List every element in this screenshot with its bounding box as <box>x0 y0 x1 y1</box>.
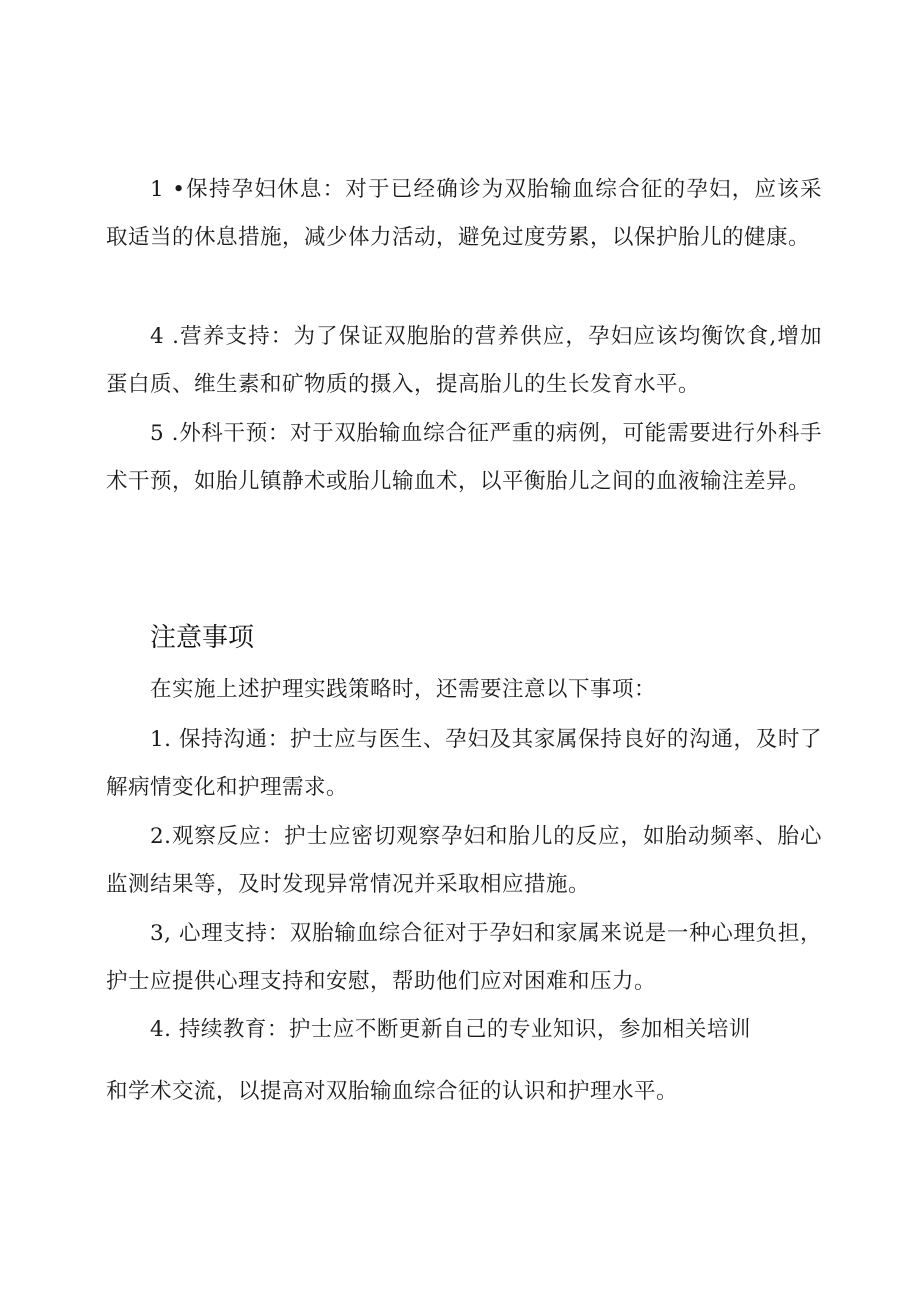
paragraph-education: 4. 持续教育：护士应不断更新自己的专业知识，参加相关培训 <box>150 1017 751 1042</box>
paragraph-rest: 1 •保持孕妇休息：对于已经确诊为双胎输血综合征的孕妇，应该采取适当的休息措施，减少体力活动，避免过度劳累，以保护胎儿的健康。 <box>106 177 822 250</box>
paragraph-nutrition: 4 .营养支持：为了保证双胞胎的营养供应，孕妇应该均衡饮食,增加蛋白质、维生素和矿物质的摄入，提高胎儿的生长发育水平。 <box>106 324 822 397</box>
paragraph-surgery: 5 .外科干预：对于双胎输血综合征严重的病例，可能需要进行外科手术干预，如胎儿镇静术或胎儿输血术，以平衡胎儿之间的血液输注差异。 <box>106 421 822 494</box>
paragraph-observation: 2.观察反应：护士应密切观察孕妇和胎儿的反应，如胎动频率、胎心监测结果等，及时发现异常情况并采取相应措施。 <box>106 824 822 897</box>
paragraph-education-continued: 和学术交流，以提高对双胎输血综合征的认识和护理水平。 <box>106 1079 679 1104</box>
paragraph-psychological: 3, 心理支持：双胎输血综合征对于孕妇和家属来说是一种心理负担，护士应提供心理支持和安慰，帮助他们应对困难和压力。 <box>106 921 822 994</box>
section-heading-notes: 注意事项 <box>150 623 255 653</box>
paragraph-intro: 在实施上述护理实践策略时，还需要注意以下事项： <box>150 677 657 702</box>
paragraph-communication: 1. 保持沟通：护士应与医生、孕妇及其家属保持良好的沟通，及时了解病情变化和护理需求。 <box>106 727 822 800</box>
